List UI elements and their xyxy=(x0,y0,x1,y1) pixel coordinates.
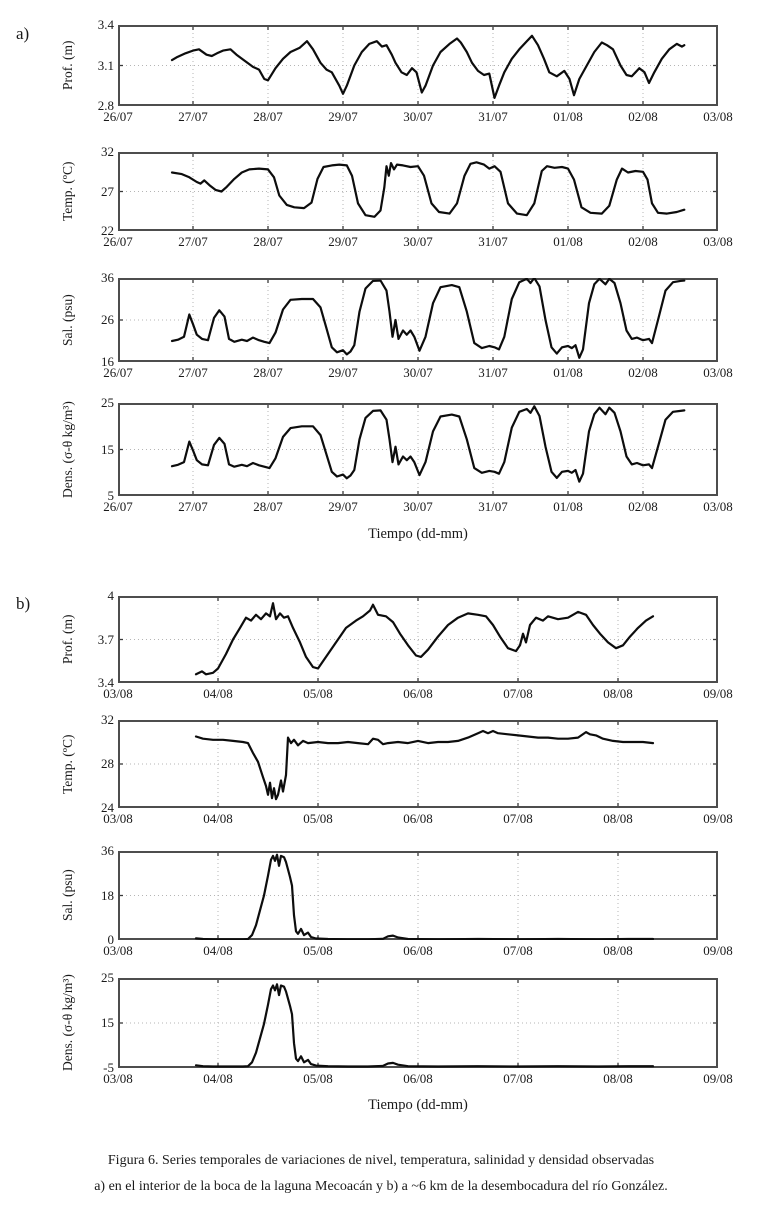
y-tick-label-b-sal-1: 18 xyxy=(101,887,114,903)
xaxis-title-b: Tiempo (dd-mm) xyxy=(368,1097,468,1113)
x-tick-label-b-sal-4: 07/08 xyxy=(503,943,533,958)
y-axis-title-b-prof: Prof. (m) xyxy=(60,614,75,665)
series-line-b-sal xyxy=(196,855,653,940)
y-tick-label-a-sal-1: 26 xyxy=(101,312,114,327)
y-tick-label-b-prof-0: 4 xyxy=(107,588,114,603)
y-tick-label-b-dens-0: 25 xyxy=(101,970,114,985)
x-tick-label-b-prof-1: 04/08 xyxy=(203,686,233,701)
x-tick-label-b-temp-2: 05/08 xyxy=(303,811,333,826)
x-tick-label-a-dens-6: 01/08 xyxy=(553,499,583,514)
x-tick-label-a-temp-4: 30/07 xyxy=(403,234,433,249)
caption-line-2: a) en el interior de la boca de la laguna Mecoacán y b) a ~6 km de la desembocadura del río González. xyxy=(94,1179,668,1194)
y-tick-label-a-dens-0: 25 xyxy=(101,395,114,410)
x-tick-label-b-dens-5: 08/08 xyxy=(603,1071,633,1086)
x-tick-label-b-temp-6: 09/08 xyxy=(703,811,733,826)
x-tick-label-b-temp-3: 06/08 xyxy=(403,811,433,826)
series-line-a-dens xyxy=(172,406,684,481)
y-axis-title-b-sal: Sal. (psu) xyxy=(60,869,75,922)
y-tick-label-a-temp-0: 32 xyxy=(101,144,114,159)
y-tick-label-b-temp-1: 28 xyxy=(101,756,114,771)
x-tick-label-b-prof-2: 05/08 xyxy=(303,686,333,701)
xaxis-title-a: Tiempo (dd-mm) xyxy=(368,526,468,542)
x-tick-label-b-prof-3: 06/08 xyxy=(403,686,433,701)
y-tick-label-b-sal-0: 36 xyxy=(101,843,114,858)
x-tick-label-a-temp-0: 26/07 xyxy=(103,234,133,249)
x-tick-label-a-prof-6: 01/08 xyxy=(553,109,583,124)
y-tick-label-b-temp-0: 32 xyxy=(101,712,114,727)
series-line-a-prof xyxy=(172,36,684,98)
x-tick-label-b-sal-5: 08/08 xyxy=(603,943,633,958)
x-tick-label-a-temp-3: 29/07 xyxy=(328,234,358,249)
x-tick-label-a-sal-6: 01/08 xyxy=(553,365,583,380)
x-tick-label-a-dens-0: 26/07 xyxy=(103,499,133,514)
x-tick-label-a-sal-1: 27/07 xyxy=(178,365,208,380)
x-tick-label-a-prof-1: 27/07 xyxy=(178,109,208,124)
x-tick-label-a-dens-4: 30/07 xyxy=(403,499,433,514)
x-tick-label-a-sal-4: 30/07 xyxy=(403,365,433,380)
x-tick-label-a-sal-8: 03/08 xyxy=(703,365,733,380)
plot-a-sal xyxy=(118,278,718,362)
panel-group-a-label: a) xyxy=(16,24,30,43)
x-tick-label-a-temp-7: 02/08 xyxy=(628,234,658,249)
x-tick-label-a-prof-0: 26/07 xyxy=(103,109,133,124)
x-tick-label-a-dens-1: 27/07 xyxy=(178,499,208,514)
x-tick-label-a-dens-2: 28/07 xyxy=(253,499,283,514)
x-tick-label-b-sal-2: 05/08 xyxy=(303,943,333,958)
y-axis-title-a-sal: Sal. (psu) xyxy=(60,294,75,346)
x-tick-label-b-dens-3: 06/08 xyxy=(403,1071,433,1086)
y-tick-label-a-prof-1: 3.1 xyxy=(97,57,114,73)
x-tick-label-b-sal-0: 03/08 xyxy=(103,943,133,958)
x-tick-label-a-temp-8: 03/08 xyxy=(703,234,733,249)
x-tick-label-a-temp-5: 31/07 xyxy=(478,234,508,249)
x-tick-label-a-prof-5: 31/07 xyxy=(478,109,508,124)
x-tick-label-a-sal-0: 26/07 xyxy=(103,365,133,380)
panel-group-b-label: b) xyxy=(16,594,31,613)
plot-b-dens xyxy=(118,978,718,1068)
y-tick-label-b-sal-2: 0 xyxy=(107,932,114,947)
x-tick-label-a-prof-8: 03/08 xyxy=(703,109,733,124)
y-tick-label-a-prof-0: 3.4 xyxy=(97,17,114,32)
plot-a-dens xyxy=(118,403,718,496)
x-tick-label-b-temp-4: 07/08 xyxy=(503,811,533,826)
x-tick-label-a-temp-2: 28/07 xyxy=(253,234,283,249)
series-line-a-temp xyxy=(172,162,684,217)
plot-b-sal xyxy=(118,851,718,940)
x-tick-label-b-prof-0: 03/08 xyxy=(103,686,133,701)
x-tick-label-a-dens-8: 03/08 xyxy=(703,499,733,514)
caption-line-1: Figura 6. Series temporales de variaciones de nivel, temperatura, salinidad y densidad observadas xyxy=(107,1153,655,1168)
x-tick-label-a-prof-4: 30/07 xyxy=(403,109,433,124)
plot-b-prof xyxy=(118,596,718,683)
series-line-b-prof xyxy=(196,603,653,674)
x-tick-label-b-temp-0: 03/08 xyxy=(103,811,133,826)
x-tick-label-b-prof-4: 07/08 xyxy=(503,686,533,701)
y-tick-label-a-prof-2: 2.8 xyxy=(97,98,114,113)
y-axis-title-a-temp: Temp. (ºC) xyxy=(60,161,75,222)
x-tick-label-b-dens-6: 09/08 xyxy=(703,1071,733,1086)
series-line-a-sal xyxy=(172,278,684,358)
x-tick-label-b-sal-6: 09/08 xyxy=(703,943,733,958)
y-tick-label-a-temp-2: 22 xyxy=(101,223,114,238)
x-tick-label-b-temp-5: 08/08 xyxy=(603,811,633,826)
x-tick-label-a-sal-5: 31/07 xyxy=(478,365,508,380)
x-tick-label-b-prof-6: 09/08 xyxy=(703,686,733,701)
y-tick-label-a-dens-1: 15 xyxy=(101,441,114,457)
x-tick-label-a-dens-5: 31/07 xyxy=(478,499,508,514)
x-tick-label-b-sal-3: 06/08 xyxy=(403,943,433,958)
x-tick-label-b-dens-1: 04/08 xyxy=(203,1071,233,1086)
y-tick-label-a-temp-1: 27 xyxy=(101,183,114,199)
x-tick-label-a-temp-1: 27/07 xyxy=(178,234,208,249)
x-tick-label-a-prof-2: 28/07 xyxy=(253,109,283,124)
y-axis-title-a-prof: Prof. (m) xyxy=(60,40,75,91)
x-tick-label-b-temp-1: 04/08 xyxy=(203,811,233,826)
y-tick-label-a-sal-2: 16 xyxy=(101,354,114,369)
x-tick-label-b-prof-5: 08/08 xyxy=(603,686,633,701)
y-axis-title-b-dens: Dens. (σ-θ kg/m³) xyxy=(60,974,75,1072)
y-tick-label-a-sal-0: 36 xyxy=(101,270,114,285)
x-tick-label-a-sal-7: 02/08 xyxy=(628,365,658,380)
plot-a-prof xyxy=(118,25,718,106)
x-tick-label-b-sal-1: 04/08 xyxy=(203,943,233,958)
x-tick-label-a-sal-3: 29/07 xyxy=(328,365,358,380)
x-tick-label-a-sal-2: 28/07 xyxy=(253,365,283,380)
plot-b-temp xyxy=(118,720,718,808)
plot-a-temp xyxy=(118,152,718,231)
y-tick-label-b-temp-2: 24 xyxy=(101,800,114,815)
y-tick-label-b-dens-2: -5 xyxy=(103,1060,114,1075)
y-axis-title-b-temp: Temp. (ºC) xyxy=(60,734,75,794)
x-tick-label-a-dens-7: 02/08 xyxy=(628,499,658,514)
figure-caption xyxy=(0,1148,762,1200)
series-line-b-dens xyxy=(196,984,653,1066)
x-tick-label-a-prof-3: 29/07 xyxy=(328,109,358,124)
y-tick-label-b-prof-1: 3.7 xyxy=(97,631,114,647)
y-tick-label-b-prof-2: 3.4 xyxy=(97,675,114,690)
x-tick-label-a-prof-7: 02/08 xyxy=(628,109,658,124)
y-axis-title-a-dens: Dens. (σ-θ kg/m³) xyxy=(60,401,75,498)
series-line-b-temp xyxy=(196,731,653,799)
y-tick-label-b-dens-1: 15 xyxy=(101,1015,114,1030)
x-tick-label-b-dens-4: 07/08 xyxy=(503,1071,533,1086)
x-tick-label-a-temp-6: 01/08 xyxy=(553,234,583,249)
x-tick-label-a-dens-3: 29/07 xyxy=(328,499,358,514)
x-tick-label-b-dens-0: 03/08 xyxy=(103,1071,133,1086)
x-tick-label-b-dens-2: 05/08 xyxy=(303,1071,333,1086)
y-tick-label-a-dens-2: 5 xyxy=(107,488,114,503)
